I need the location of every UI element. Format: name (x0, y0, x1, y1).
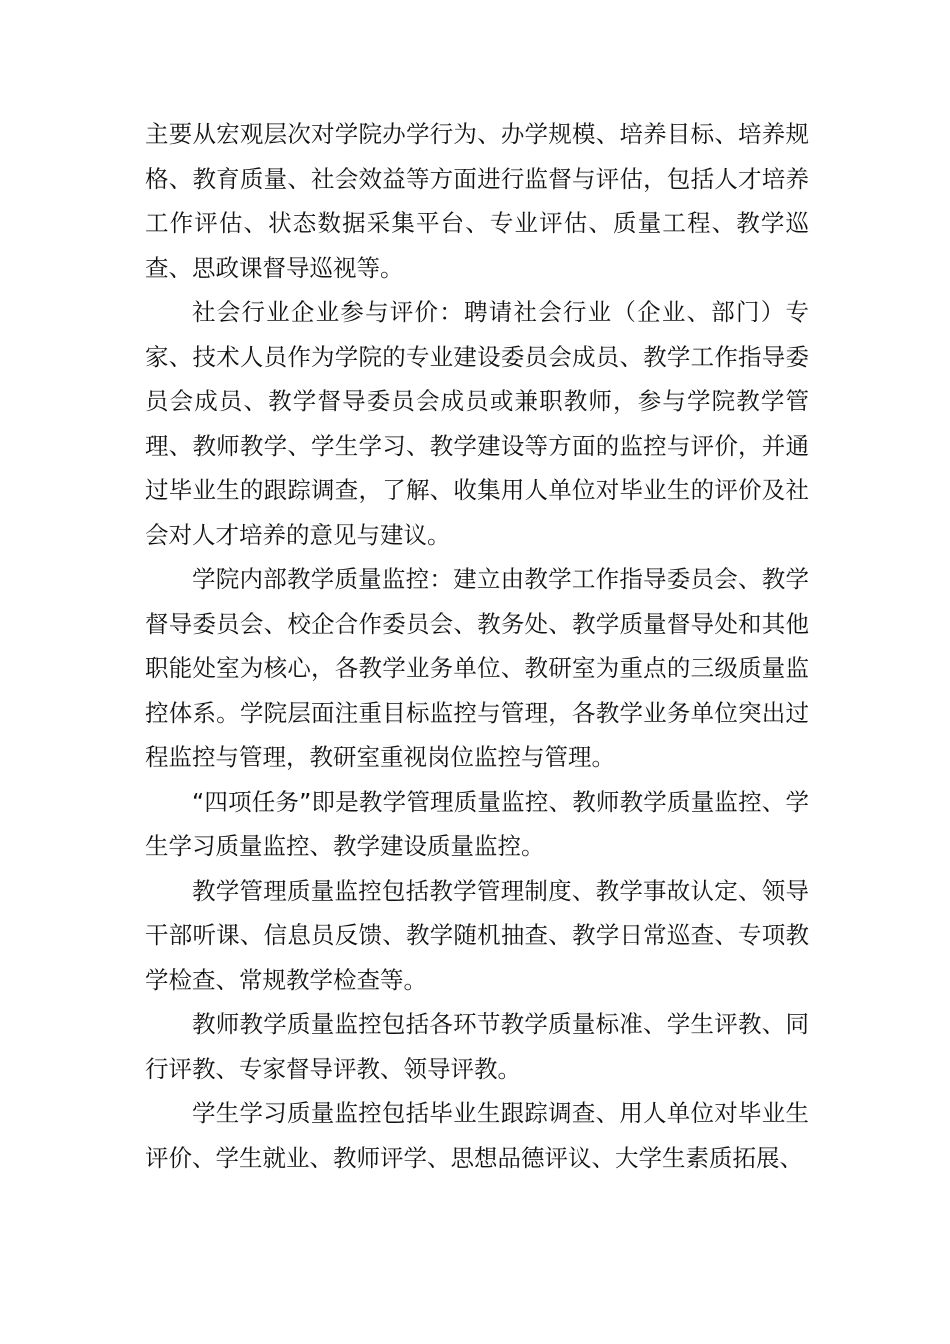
document-body (145, 112, 809, 1180)
paragraph-management-monitoring: 教学管理质量监控包括教学管理制度、教学事故认定、领导干部听课、信息员反馈、教学随机抽查、教学日常巡查、专项教学检查、常规教学检查等。 (145, 876, 809, 994)
paragraph-industry-evaluation: 社会行业企业参与评价：聘请社会行业（企业、部门）专家、技术人员作为学院的专业建设委员会成员、教学工作指导委员会成员、教学督导委员会成员或兼职教师，参与学院教学管理、教师教学、学生学习、教学建设等方面的监控与评价，并通过毕业生的跟踪调查，了解、收集用人单位对毕业生的评价及社会对人才培养的意见与建议。 (145, 298, 809, 549)
paragraph-student-monitoring: 学生学习质量监控包括毕业生跟踪调查、用人单位对毕业生评价、学生就业、教师评学、思想品德评议、大学生素质拓展、 (145, 1099, 809, 1172)
paragraph-teacher-monitoring: 教师教学质量监控包括各环节教学质量标准、学生评教、同行评教、专家督导评教、领导评教。 (145, 1010, 809, 1083)
paragraph-four-tasks: “四项任务”即是教学管理质量监控、教师教学质量监控、学生学习质量监控、教学建设质量监控。 (145, 787, 809, 860)
paragraph-internal-monitoring: 学院内部教学质量监控：建立由教学工作指导委员会、教学督导委员会、校企合作委员会、教务处、教学质量督导处和其他职能处室为核心，各教学业务单位、教研室为重点的三级质量监控体系。学院层面注重目标监控与管理，各教学业务单位突出过程监控与管理，教研室重视岗位监控与管理。 (145, 565, 809, 771)
paragraph-macro-evaluation: 主要从宏观层次对学院办学行为、办学规模、培养目标、培养规格、教育质量、社会效益等方面进行监督与评估，包括人才培养工作评估、状态数据采集平台、专业评估、质量工程、教学巡查、思政课督导巡视等。 (145, 120, 809, 282)
